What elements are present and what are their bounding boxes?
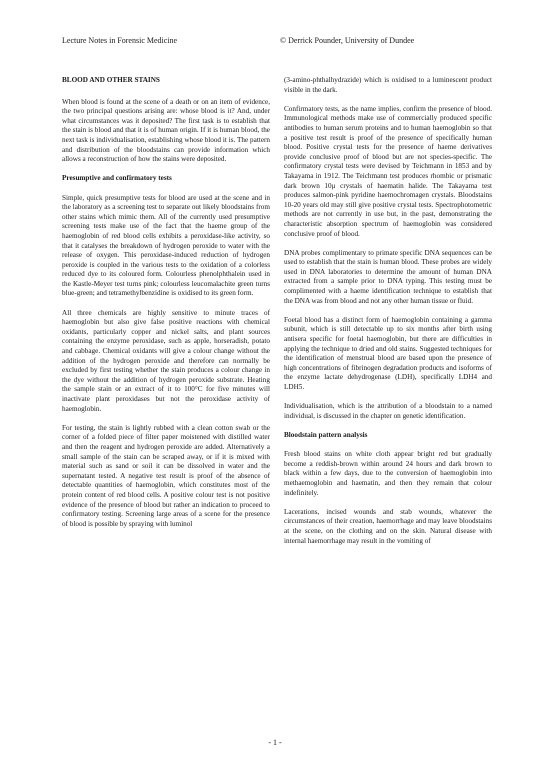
section-heading-tests: Presumptive and confirmatory tests xyxy=(62,174,172,183)
paragraph-presumptive: Simple, quick presumptive tests for blood are used at the scene and in the laboratory as a screening test to separate out likely bloodstains from other stains which mimic them. All of the currently used presumptive screening tests make use of the fact that the haeme group of the haemoglobin of red blood cells exhibits a peroxidase-like activity, so that it catalyses the breakdown of hydrogen peroxide to water with the release of oxygen. This peroxidase-induced reduction of hydrogen peroxide is coupled in the various tests to the oxidation of a colorless reduced dye to its coloured form. Colourless phenolphthalein used in the Kastle-Meyer test turns pink; colourless leucomalachite green turns blue-green; and tetramethylbenzidine is oxidised to its green form. xyxy=(62,193,270,298)
section-title: BLOOD AND OTHER STAINS xyxy=(62,76,160,84)
page-number: - 1 - xyxy=(268,738,282,747)
paragraph-testing-method: For testing, the stain is lightly rubbed with a clean cotton swab or the corner of a folded piece of filter paper moistened with distilled water and then the reagent and hydrogen peroxide are added. Alternatively a small sample of the stain can be scraped away, or if it is mixed with material such as sand or soil it can be dissolved in water and the supernatant tested. A negative test result is proof of the absence of detectable quantities of haemoglobin, which constitutes most of the protein content of red blood cells. A positive colour test is not positive evidence of the presence of blood but rather an indication to proceed to confirmatory testing. Screening large areas of a scene for the presence of blood is possible by spraying with luminol xyxy=(62,423,270,528)
paragraph-dna-probes: DNA probes complimentary to primate specific DNA sequences can be used to establish that the stain is human blood. These probes are widely used in DNA laboratories to determine the amount of human DNA extracted from a sample prior to DNA typing. This testing must be complimented with a haeme identification technique to establish that the DNA was from blood and not any other human tissue or fluid. xyxy=(284,248,492,305)
page-header xyxy=(62,36,488,48)
paragraph-foetal-blood: Foetal blood has a distinct form of haemoglobin containing a gamma subunit, which is still detectable up to six months after birth using antisera specific for foetal haemoglobin, but there are difficulties in applying the technique to dried and old stains. Suggested techniques for the identification of menstrual blood are based upon the presence of high concentrations of fibrinogen degradation products and isoforms of the enzyme lactate dehydrogenase (LDH), specifically LDH4 and LDH5. xyxy=(284,315,492,391)
paragraph-individualisation: Individualisation, which is the attribution of a bloodstain to a named individual, is discussed in the chapter on genetic identification. xyxy=(284,402,492,420)
header-copyright: © Derrick Pounder, University of Dundee xyxy=(280,36,415,45)
paragraph-luminol: (3-amino-phthalhydrazide) which is oxidised to a luminescent product visible in the dark. xyxy=(284,76,492,94)
paragraph-wounds: Lacerations, incised wounds and stab wounds, whatever the circumstances of their creation, haemorrhage and may leave bloodstains at the scene, on the clothing and on the skin. Natural disease with internal haemorrhage may result in the vomiting of xyxy=(284,507,492,545)
left-column xyxy=(62,76,270,539)
header-course-title: Lecture Notes in Forensic Medicine xyxy=(62,36,178,45)
paragraph-intro: When blood is found at the scene of a death or on an item of evidence, the two principal questions arising are: whose blood is it? And, under what circumstances was it deposited? The first task is to establish that the stain is blood and that it is of human origin. If it is human blood, the next task is individualisation, establishing whose blood it is. The pattern and distribution of the bloodstains can provide information which allows a reconstruction of how the stains were deposited. xyxy=(62,97,270,164)
paragraph-stain-colour: Fresh blood stains on white cloth appear bright red but gradually become a reddish-brown within around 24 hours and dark brown to black within a few days, due to the conversion of haemoglobin into methaemoglobin and haematin, and then they remain that colour indefinitely. xyxy=(284,450,492,497)
section-heading-pattern: Bloodstain pattern analysis xyxy=(284,430,368,439)
paragraph-confirmatory: Confirmatory tests, as the name implies, confirm the presence of blood. Immunological methods make use of commercially produced specific antibodies to human serum proteins and to human haemoglobin so that a positive test result is proof of the presence of specifically human blood. Positive crystal tests for the presence of haeme derivatives provide conclusive proof of blood but are not species-specific. The confirmatory crystal tests were devised by Teichmann in 1853 and by Takayama in 1912. The Teichmann test produces rhombic or prismatic dark brown 10μ crystals of haematin halide. The Takayama test produces salmon-pink pyridine haemochromagen crystals. Bloodstains 10-20 years old may still give positive crystal tests. Spectrophotometric methods are not currently in use but, in the past, demonstrating the characteristic absorption spectrum of haemoglobin was considered conclusive proof of blood. xyxy=(284,104,492,238)
paragraph-false-positives: All three chemicals are highly sensitive to minute traces of haemoglobin but also give false positive reactions with chemical oxidants, particularly copper and nickel salts, and plant sources containing the enzyme peroxidase, such as apple, horseradish, potato and cabbage. Chemical oxidants will give a colour change without the addition of the hydrogen peroxide and therefore can normally be excluded by first testing whether the stain produces a colour change in the dye without the addition of hydrogen peroxide substrate. Heating the sample stain or an extract of it to 100°C for five minutes will inactivate plant peroxidases but not the peroxidase activity of haemoglobin. xyxy=(62,308,270,413)
right-column xyxy=(284,76,492,556)
